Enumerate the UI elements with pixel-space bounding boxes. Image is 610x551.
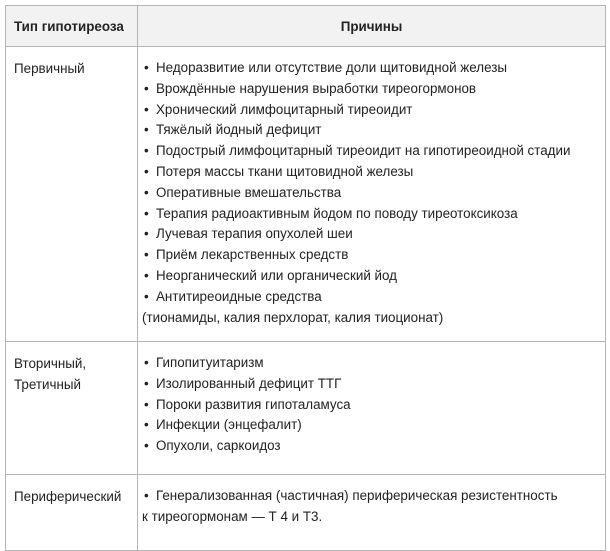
cause-text: Инфекции (энцефалит) (156, 417, 302, 433)
cause-text: Неорганический или органический йод (156, 267, 397, 283)
cause-text: Недоразвитие или отсутствие доли щитовидной железы (156, 60, 507, 75)
bullet: • (144, 80, 149, 96)
cause-text: Оперативные вмешательства (156, 184, 342, 200)
bullet: • (144, 184, 149, 200)
cause-text: Пороки развития гипоталамуса (156, 396, 351, 412)
list-item (142, 204, 601, 225)
type-cell-peripheral (6, 475, 138, 551)
bullet: • (144, 417, 149, 433)
cause-list (142, 486, 601, 507)
list-item (142, 79, 601, 100)
table-header-row (6, 6, 606, 47)
list-item (142, 58, 601, 79)
bullet: • (144, 288, 149, 304)
bullet: • (144, 60, 149, 75)
causes-cell-primary (138, 47, 606, 342)
cause-text: Приём лекарственных средств (156, 247, 349, 263)
type-cell-primary (6, 47, 138, 342)
bullet: • (144, 438, 149, 454)
table-row-secondary (6, 342, 606, 475)
list-item (142, 141, 601, 162)
bullet: • (144, 226, 149, 242)
bullet: • (144, 488, 149, 503)
type-label: Периферический (14, 489, 122, 504)
cause-text: Изолированный дефицит ТТГ (156, 375, 342, 391)
list-item (142, 224, 601, 245)
list-item (142, 415, 601, 436)
bullet: • (144, 122, 149, 138)
cause-list (142, 58, 601, 308)
list-item (142, 395, 601, 416)
table-row-peripheral (6, 475, 606, 551)
cause-text: Потеря массы ткани щитовидной железы (156, 163, 414, 179)
cause-note: (тионамиды, калия перхлорат, калия тиоционат) (142, 309, 444, 325)
bullet: • (144, 205, 149, 221)
bullet: • (144, 101, 149, 117)
bullet: • (144, 163, 149, 179)
list-item (142, 486, 601, 507)
causes-cell-peripheral (138, 475, 606, 551)
cause-text: Хронический лимфоцитарный тиреоидит (156, 101, 413, 117)
bullet: • (144, 143, 149, 159)
cause-text: Опухоли, саркоидоз (156, 438, 281, 454)
cause-text: Тяжёлый йодный дефицит (156, 122, 322, 138)
list-item (142, 183, 601, 204)
list-item (142, 100, 601, 121)
list-item (142, 266, 601, 287)
type-label: Вторичный, (14, 356, 87, 371)
cause-text: Антитиреоидные средства (156, 288, 322, 304)
cause-text-continued: к тиреогормонам — Т 4 и Т3. (142, 508, 323, 524)
list-item (142, 162, 601, 183)
list-item (142, 353, 601, 374)
bullet: • (144, 355, 149, 370)
table-row-primary (6, 47, 606, 342)
cause-text: Генерализованная (частичная) периферическая резистентность (156, 488, 558, 503)
cause-text: Врождённые нарушения выработки тиреогормонов (156, 80, 477, 96)
list-item (142, 245, 601, 266)
type-label: Первичный (14, 61, 85, 76)
cause-text: Гипопитуитаризм (156, 355, 264, 370)
bullet: • (144, 396, 149, 412)
bullet: • (144, 247, 149, 263)
type-cell-secondary (6, 342, 138, 475)
cause-list (142, 353, 601, 457)
bullet: • (144, 375, 149, 391)
cause-text: Подострый лимфоцитарный тиреоидит на гипотиреоидной стадии (156, 143, 571, 159)
causes-cell-secondary (138, 342, 606, 475)
cause-text: Лучевая терапия опухолей шеи (156, 226, 353, 242)
cause-text: Терапия радиоактивным йодом по поводу тиреотоксикоза (156, 205, 518, 221)
header-type: Тип гипотиреоза (6, 6, 138, 47)
list-item (142, 436, 601, 457)
type-label: Третичный (14, 376, 81, 392)
bullet: • (144, 267, 149, 283)
hypothyroidism-causes-table (5, 5, 606, 551)
list-item (142, 120, 601, 141)
list-item (142, 374, 601, 395)
header-causes: Причины (138, 6, 606, 47)
list-item (142, 287, 601, 308)
